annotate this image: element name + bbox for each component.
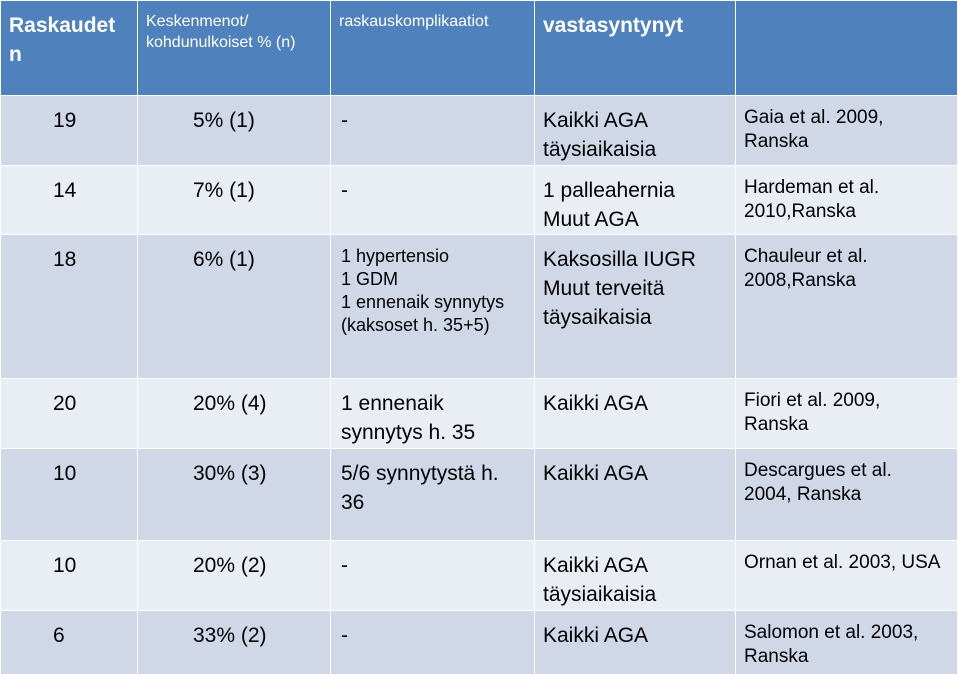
table-row bbox=[1, 96, 958, 166]
cell-newborn: Kaksosilla IUGR Muut terveitä täysaikaisia bbox=[535, 235, 736, 379]
cell-source: Hardeman et al. 2010,Ranska bbox=[736, 166, 958, 235]
table-row bbox=[1, 449, 958, 541]
cell-complications: 5/6 synnytystä h. 36 bbox=[331, 449, 535, 541]
table-row bbox=[1, 166, 958, 235]
cell-pregnancies: 19 bbox=[1, 96, 138, 166]
cell-miscarriages: 7% (1) bbox=[138, 166, 331, 235]
table-row bbox=[1, 235, 958, 379]
cell-newborn: Kaikki AGA bbox=[535, 379, 736, 449]
cell-pregnancies: 10 bbox=[1, 449, 138, 541]
header-complications: raskauskomplikaatiot bbox=[331, 1, 535, 96]
header-pregnancies: Raskaudet n bbox=[1, 1, 138, 96]
header-source bbox=[736, 1, 958, 96]
cell-complications: - bbox=[331, 166, 535, 235]
cell-pregnancies: 18 bbox=[1, 235, 138, 379]
cell-newborn: Kaikki AGA täysiaikaisia bbox=[535, 541, 736, 611]
cell-miscarriages: 30% (3) bbox=[138, 449, 331, 541]
cell-miscarriages: 33% (2) bbox=[138, 611, 331, 675]
cell-source: Descargues et al. 2004, Ranska bbox=[736, 449, 958, 541]
table-row bbox=[1, 379, 958, 449]
cell-miscarriages: 6% (1) bbox=[138, 235, 331, 379]
cell-pregnancies: 6 bbox=[1, 611, 138, 675]
cell-pregnancies: 14 bbox=[1, 166, 138, 235]
header-miscarriages: Keskenmenot/ kohdunulkoiset % (n) bbox=[138, 1, 331, 96]
cell-complications: - bbox=[331, 541, 535, 611]
table-row bbox=[1, 611, 958, 675]
cell-complications: - bbox=[331, 611, 535, 675]
cell-newborn: Kaikki AGA bbox=[535, 449, 736, 541]
cell-complications: 1 hypertensio 1 GDM 1 ennenaik synnytys (kaksoset h. 35+5) bbox=[331, 235, 535, 379]
cell-miscarriages: 20% (4) bbox=[138, 379, 331, 449]
cell-pregnancies: 20 bbox=[1, 379, 138, 449]
cell-miscarriages: 5% (1) bbox=[138, 96, 331, 166]
cell-newborn: 1 palleahernia Muut AGA bbox=[535, 166, 736, 235]
cell-source: Gaia et al. 2009, Ranska bbox=[736, 96, 958, 166]
cell-newborn: Kaikki AGA bbox=[535, 611, 736, 675]
cell-pregnancies: 10 bbox=[1, 541, 138, 611]
table-row bbox=[1, 541, 958, 611]
cell-newborn: Kaikki AGA täysiaikaisia bbox=[535, 96, 736, 166]
cell-source: Chauleur et al. 2008,Ranska bbox=[736, 235, 958, 379]
cell-miscarriages: 20% (2) bbox=[138, 541, 331, 611]
cell-source: Ornan et al. 2003, USA bbox=[736, 541, 958, 611]
header-newborn: vastasyntynyt bbox=[535, 1, 736, 96]
cell-complications: - bbox=[331, 96, 535, 166]
header-row bbox=[1, 1, 958, 96]
cell-complications: 1 ennenaik synnytys h. 35 bbox=[331, 379, 535, 449]
cell-source: Salomon et al. 2003, Ranska bbox=[736, 611, 958, 675]
cell-source: Fiori et al. 2009, Ranska bbox=[736, 379, 958, 449]
